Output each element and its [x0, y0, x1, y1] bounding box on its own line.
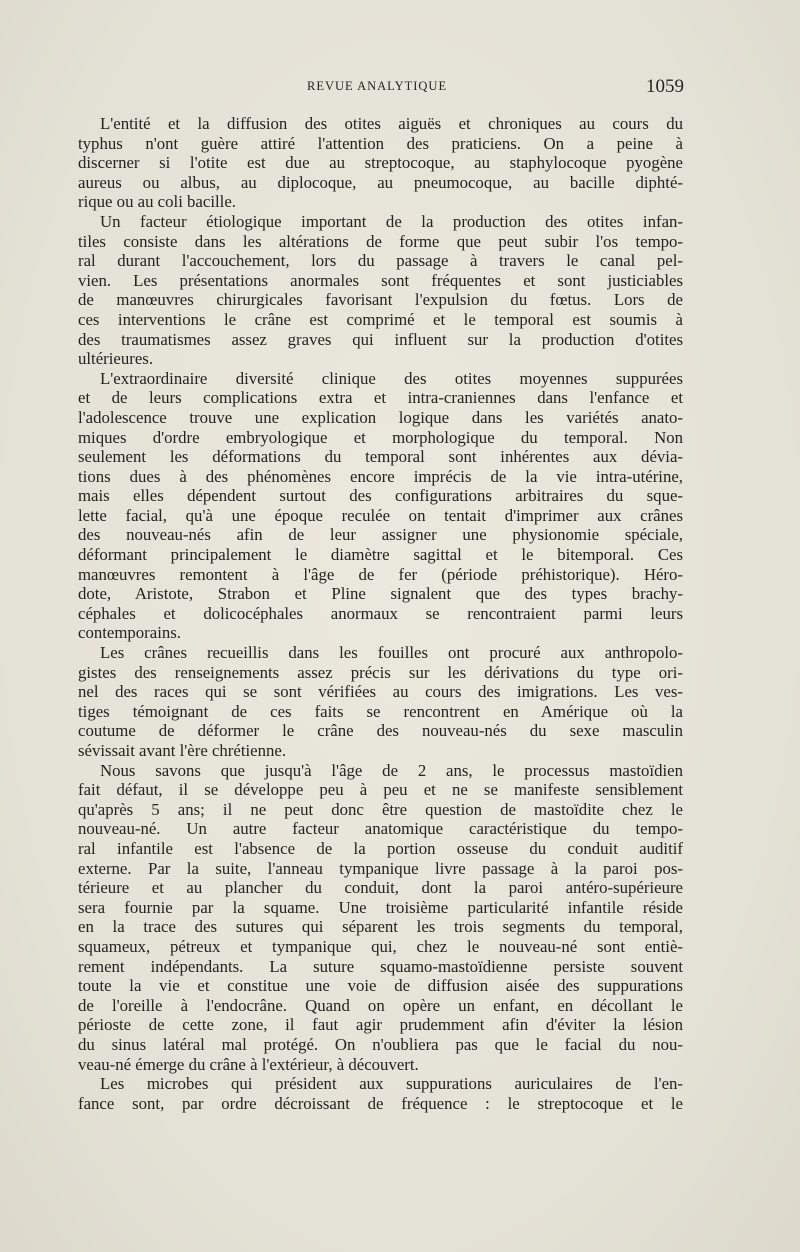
- text-line: fance sont, par ordre décroissant de fréquence : le streptocoque et le: [78, 1093, 683, 1113]
- text-line: sera fournie par la squame. Une troisième particularité infantile réside: [78, 897, 683, 917]
- text-line: discerner si l'otite est due au streptocoque, au staphylocoque pyogène: [78, 153, 683, 173]
- text-line: toute la vie et constitue une voie de diffusion aisée des suppurations: [78, 976, 683, 996]
- text-line: nouveau-né. Un autre facteur anatomique caractéristique du tempo-: [78, 819, 683, 839]
- text-line: coutume de déformer le crâne des nouveau-nés du sexe masculin: [78, 721, 683, 741]
- paragraph: [78, 369, 683, 643]
- text-line: tions dues à des phénomènes encore imprécis de la vie intra-utérine,: [78, 466, 683, 486]
- text-line: contemporains.: [78, 623, 181, 643]
- text-line: typhus n'ont guère attiré l'attention des praticiens. On a peine à: [78, 133, 683, 153]
- text-line: L'extraordinaire diversité clinique des otites moyennes suppurées: [100, 368, 683, 388]
- text-line: dote, Aristote, Strabon et Pline signalent que des types brachy-: [78, 584, 683, 604]
- text-line: tiges témoignant de ces faits se rencontrent en Amérique où la: [78, 701, 683, 721]
- text-line: rique ou au coli bacille.: [78, 192, 236, 212]
- text-line: externe. Par la suite, l'anneau tympanique livre passage à la paroi pos-: [78, 858, 683, 878]
- text-line: nel des races qui se sont vérifiées au cours des imigrations. Les ves-: [78, 682, 683, 702]
- text-line: ultérieures.: [78, 349, 154, 369]
- text-line: aureus ou albus, au diplocoque, au pneumocoque, au bacille diphté-: [78, 172, 683, 192]
- text-line: de l'oreille à l'endocrâne. Quand on opère un enfant, en décollant le: [78, 995, 683, 1015]
- article-body: [78, 114, 683, 1113]
- text-line: sévissait avant l'ère chrétienne.: [78, 741, 287, 760]
- text-line: ral durant l'accouchement, lors du passage à travers le canal pel-: [78, 251, 683, 271]
- paragraph: [78, 643, 683, 761]
- text-line: miques d'ordre embryologique et morphologique du temporal. Non: [78, 427, 683, 447]
- text-line: squameux, pétreux et tympanique qui, chez le nouveau-né sont entiè-: [78, 936, 683, 956]
- text-line: Les crânes recueillis dans les fouilles ont procuré aux anthropolo-: [100, 643, 683, 663]
- running-title: REVUE ANALYTIQUE: [307, 79, 448, 93]
- text-line: tiles consiste dans les altérations de forme que peut subir l'os tempo-: [78, 231, 683, 251]
- paragraph: [78, 1074, 683, 1113]
- text-line: et de leurs complications extra et intra-craniennes dans l'enfance et: [78, 388, 683, 408]
- text-line: des traumatismes assez graves qui influent sur la production d'otites: [78, 329, 683, 349]
- text-line: en la trace des sutures qui séparent les trois segments du temporal,: [78, 917, 683, 937]
- text-line: veau-né émerge du crâne à l'extérieur, à découvert.: [78, 1054, 419, 1074]
- page-number: 1059: [646, 76, 684, 97]
- text-line: manœuvres remontent à l'âge de fer (période préhistorique). Héro-: [78, 564, 683, 584]
- text-line: fait défaut, il se développe peu à peu et ne se manifeste sensiblement: [78, 780, 683, 800]
- text-line: L'entité et la diffusion des otites aiguës et chroniques au cours du: [100, 114, 683, 133]
- text-line: térieure et au plancher du conduit, dont la paroi antéro-supérieure: [78, 878, 683, 898]
- paragraph: [78, 761, 683, 1075]
- text-line: vien. Les présentations anormales sont fréquentes et sont justiciables: [78, 270, 683, 290]
- text-line: ces interventions le crâne est comprimé et le temporal est soumis à: [78, 309, 683, 329]
- text-line: déformant principalement le diamètre sagittal et le bitemporal. Ces: [78, 545, 683, 565]
- paragraph: [78, 212, 683, 369]
- text-line: de manœuvres chirurgicales favorisant l'expulsion du fœtus. Lors de: [78, 290, 683, 310]
- text-line: seulement les déformations du temporal sont inhérentes aux dévia-: [78, 447, 683, 467]
- text-line: lette facial, qu'à une époque reculée on tentait d'imprimer aux crânes: [78, 505, 683, 525]
- text-line: Nous savons que jusqu'à l'âge de 2 ans, le processus mastoïdien: [100, 760, 683, 780]
- text-line: mais elles dépendent surtout des configurations arbitraires du sque-: [78, 486, 683, 506]
- text-line: du sinus latéral mal protégé. On n'oubliera pas que le facial du nou-: [78, 1034, 683, 1054]
- text-line: gistes des renseignements assez précis sur les dérivations du type ori-: [78, 662, 683, 682]
- text-line: rement indépendants. La suture squamo-mastoïdienne persiste souvent: [78, 956, 683, 976]
- text-line: céphales et dolicocéphales anormaux se rencontraient parmi leurs: [78, 603, 683, 623]
- text-line: des nouveau-nés afin de leur assigner une physionomie spéciale,: [78, 525, 683, 545]
- text-line: Les microbes qui président aux suppurations auriculaires de l'en-: [100, 1074, 683, 1094]
- text-line: ral infantile est l'absence de la portion osseuse du conduit auditif: [78, 838, 683, 858]
- paragraph: [78, 114, 683, 212]
- page-header: [80, 76, 684, 100]
- text-line: l'adolescence trouve une explication logique dans les variétés anato-: [78, 407, 683, 427]
- text-line: Un facteur étiologique important de la production des otites infan-: [100, 211, 683, 231]
- text-line: périoste de cette zone, il faut agir prudemment afin d'éviter la lésion: [78, 1015, 683, 1035]
- text-line: qu'après 5 ans; il ne peut donc être question de mastoïdite chez le: [78, 799, 683, 819]
